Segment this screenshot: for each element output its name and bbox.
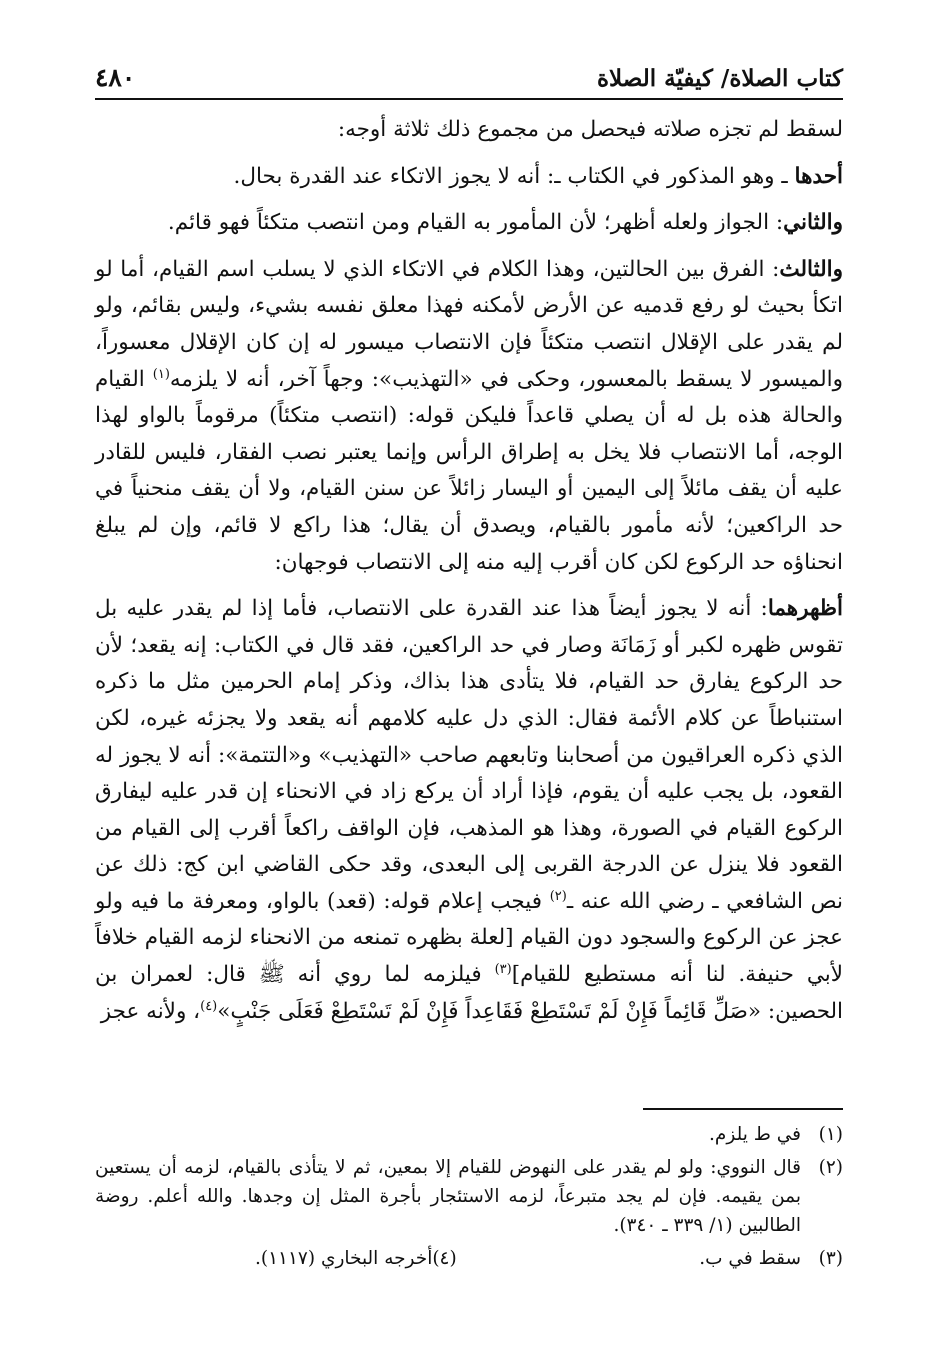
paragraph-lead: أظهرهما xyxy=(767,596,843,622)
paragraph-lead: أحدها xyxy=(794,163,843,189)
footnote-separator xyxy=(643,1108,843,1110)
footnote-text: قال النووي: ولو لم يقدر على النهوض للقيام إلا بمعين، ثم لا يتأذى بالقيام، لزمه أن يستعين بمن يقيمه. فإن لم يجد متبرعاً، لزمه الاستئجار بأجرة المثل إن وجدها. والله أعلم. روضة الطالبين (١/ ٣٣٩ ـ ٣٤٠). xyxy=(95,1157,801,1236)
paragraph-text: فيلزمه لما روي أنه ﷺ قال: لعمران بن الحصين: «صَلِّ قَائِماً فَإِنْ لَمْ تَسْتَطِعْ فَقَاعِداً فَإِنْ لَمْ تَسْتَطِعْ فَعَلَى جَنْبٍ» xyxy=(95,962,843,1024)
footnote-number: (١) xyxy=(818,1124,843,1145)
paragraph-text: فيجب إعلام قوله: (قعد) بالواو، ومعرفة ما فيه ولو عجز عن الركوع والسجود دون القيام [لعلة بظهره تمنعه من الانحناء لزمه القيام خلافاً لأبي حنيفة. لنا أنه مستطيع للقيام] xyxy=(94,888,843,988)
page-number: ٤٨٠ xyxy=(95,63,136,92)
footnote-number: (٢) xyxy=(818,1157,843,1178)
footnote-text: أخرجه البخاري (١١١٧). xyxy=(255,1248,433,1269)
paragraph-third-view xyxy=(95,252,843,581)
footnote-number: (٣) xyxy=(818,1248,843,1269)
footnote-ref[interactable]: (٣) xyxy=(494,961,512,977)
paragraph-text: ، ولأنه عجز xyxy=(100,998,201,1024)
paragraph-lead: والثالث xyxy=(779,256,843,282)
footnote-ref[interactable]: (١) xyxy=(152,366,170,382)
running-title: كتاب الصلاة/ كيفيّة الصلاة xyxy=(596,65,843,92)
paragraph-text: لسقط لم تجزه صلاته فيحصل من مجموع ذلك ثلاثة أوجه: xyxy=(337,117,843,142)
footnote-text: في ط يلزم. xyxy=(709,1124,801,1145)
footnote-2 xyxy=(95,1153,843,1240)
main-text xyxy=(95,112,843,1040)
footnote-ref[interactable]: (٤) xyxy=(200,998,218,1014)
footnote-row xyxy=(95,1244,843,1273)
paragraph-text: : أنه لا يجوز أيضاً هذا عند القدرة على الانتصاب، فأما إذا لم يقدر عليه بل تقوس ظهره لكبر أو زَمَانَة وصار في حد الراكعين، فقد قال في الكتاب: إنه يقعد؛ لأن حد الركوع يفارق حد القيام، فلا يتأدى هذا بذاك، وذكر إمام الحرمين مثل ما ذكره استنباطاً عن كلام الأئمة فقال: الذي دل عليه كلامهم أنه يقعد ولا يجزئه غيره، لكن الذي ذكره العراقيون من أصحابنا وتابعهم صاحب «التهذيب» و«التتمة»: أنه لا يجوز له القعود، بل يجب عليه أن يقوم، فإذا أراد أن يركع زاد في الانحناء إن قدر عليه ليفارق الركوع القيام في الصورة، وهذا هو المذهب، فإن الواقف راكعاً أقرب إلى القيام من القعود فلا ينزل عن الدرجة القربى إلى البعدى، وقد حكى القاضي ابن كج: ذلك عن نص الشافعي ـ رضي الله عنه ـ xyxy=(95,596,843,914)
footnote-number: (٤) xyxy=(432,1248,457,1269)
paragraph-most-apparent xyxy=(95,591,843,1030)
paragraph-second-view xyxy=(95,205,843,242)
paragraph-intro xyxy=(95,112,843,149)
paragraph-text: القيام والحالة هذه بل له أن يصلي قاعداً فليكن قوله: (انتصب متكئاً) مرقوماً بالواو لهذا الوجه، أما الانتصاب فلا يخل به إطراق الرأس وإنما يعتبر نصب الفقار، فليس للقادر عليه أن يقف مائلاً إلى اليمين أو اليسار زائلاً عن سنن القيام، ولا أن يقف منحنياً في حد الراكعين؛ لأنه مأمور بالقيام، ويصدق أن يقال؛ هذا راكع لا قائم، وإن لم يبلغ انحناؤه حد الركوع لكن كان أقرب إليه منه إلى الانتصاب فوجهان: xyxy=(95,366,843,575)
paragraph-text: : الفرق بين الحالتين، وهذا الكلام في الاتكاء الذي لا يسلب اسم القيام، أما لو اتكأ بحيث لو رفع قدميه عن الأرض لأمكنه فهذا معلق نفسه بشيء، وليس بقائم، ولو لم يقدر على الإقلال انتصب متكئاً فإن الانتصاب ميسور له إن كان الإقلال معسوراً، والميسور لا يسقط بالمعسور، وحكى في «التهذيب»: وجهاً آخر، أنه لا يلزمه xyxy=(95,256,843,392)
page-header xyxy=(95,52,843,100)
paragraph-lead: والثاني xyxy=(783,210,843,236)
footnote-1 xyxy=(95,1120,843,1149)
footnote-3 xyxy=(699,1244,843,1273)
footnote-text: سقط في ب. xyxy=(699,1248,801,1269)
paragraph-text: ـ وهو المذكور في الكتاب ـ: أنه لا يجوز الاتكاء عند القدرة بحال. xyxy=(233,163,795,189)
paragraph-first-view xyxy=(95,159,843,196)
paragraph-text: : الجواز ولعله أظهر؛ لأن المأمور به القيام ومن انتصب متكئاً فهو قائم. xyxy=(167,210,784,236)
footnote-4 xyxy=(255,1244,457,1273)
footnotes xyxy=(95,1120,843,1273)
footnote-ref[interactable]: (٢) xyxy=(549,888,567,904)
